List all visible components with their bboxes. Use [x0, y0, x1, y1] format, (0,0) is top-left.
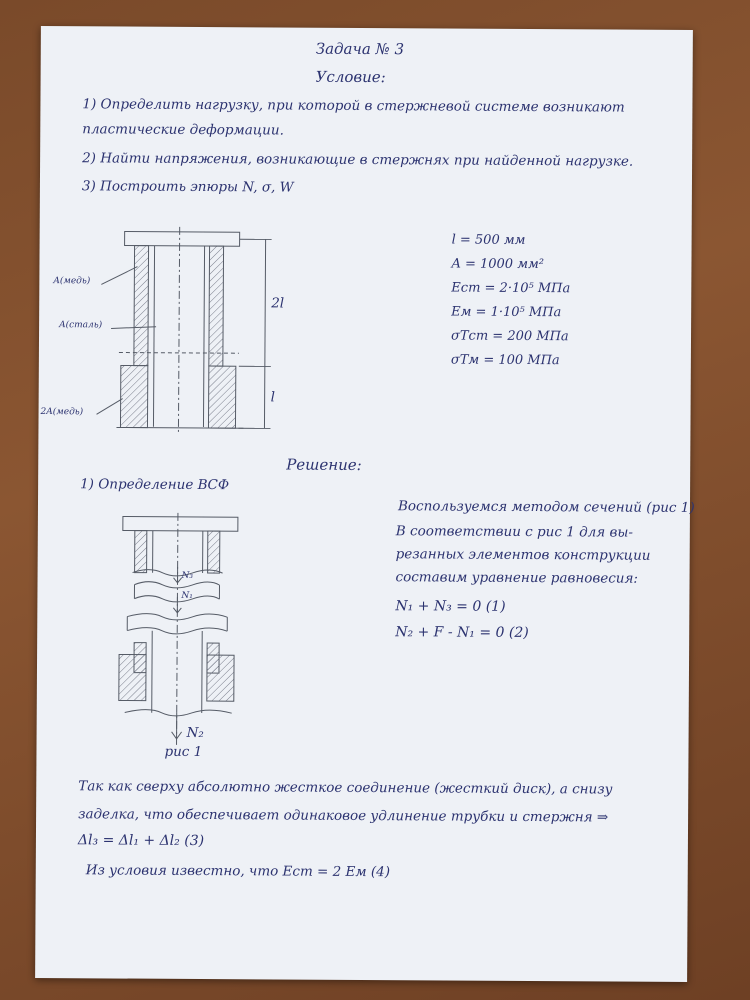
method-line-1: Воспользуемся методом сечений (рис 1)	[397, 498, 695, 517]
conclusion-line-4: Из условия известно, что Eст = 2 Eм (4)	[85, 862, 391, 881]
condition-line-4: 3) Построить эпюры N, σ, W	[81, 178, 294, 196]
conclusion-equation-3: Δl₃ = Δl₁ + Δl₂ (3)	[77, 832, 205, 850]
conclusion-line-2: заделка, что обеспечивает одинаковое удлинение трубки и стержня ⇒	[78, 806, 609, 826]
condition-heading: Условие:	[315, 67, 386, 87]
equation-2: N₂ + F - N₁ = 0 (2)	[395, 624, 529, 642]
paper-sheet	[35, 26, 693, 982]
param-e-steel: Eст = 2·10⁵ МПа	[451, 280, 571, 297]
param-sigma-copper: σТм = 100 МПа	[450, 352, 560, 369]
method-line-2: В соответствии с рис 1 для вы-	[395, 523, 633, 541]
figure-caption: рис 1	[164, 743, 203, 761]
force-n1: N₁	[181, 590, 193, 601]
solution-heading: Решение:	[286, 455, 362, 474]
dimension-l: l	[270, 389, 276, 406]
conclusion-line-1: Так как сверху абсолютно жесткое соединение (жесткий диск), а снизу	[78, 778, 613, 798]
label-a-steel: A(сталь)	[59, 320, 103, 331]
force-n3: N₃	[181, 570, 194, 581]
param-a: A = 1000 мм²	[451, 256, 545, 273]
force-n2: N₂	[186, 724, 204, 742]
dimension-2l: 2l	[271, 295, 285, 312]
param-e-copper: Eм = 1·10⁵ МПа	[451, 304, 562, 321]
method-line-3: резанных элементов конструкции	[395, 546, 651, 564]
condition-line-1: 1) Определить нагрузку, при которой в стержневой системе возникают	[82, 96, 625, 116]
label-a-copper: A(медь)	[53, 276, 91, 287]
page-title: Задача № 3	[315, 39, 405, 59]
equation-1: N₁ + N₃ = 0 (1)	[395, 598, 506, 615]
solution-step-1: 1) Определение ВСФ	[80, 476, 230, 494]
param-sigma-steel: σТст = 200 МПа	[450, 328, 569, 345]
label-2a-copper: 2A(медь)	[40, 407, 84, 418]
method-line-4: составим уравнение равновесия:	[395, 569, 639, 587]
condition-line-2: пластические деформации.	[82, 121, 284, 139]
param-l: l = 500 мм	[451, 232, 526, 248]
condition-line-3: 2) Найти напряжения, возникающие в стержнях при найденной нагрузке.	[82, 150, 634, 170]
